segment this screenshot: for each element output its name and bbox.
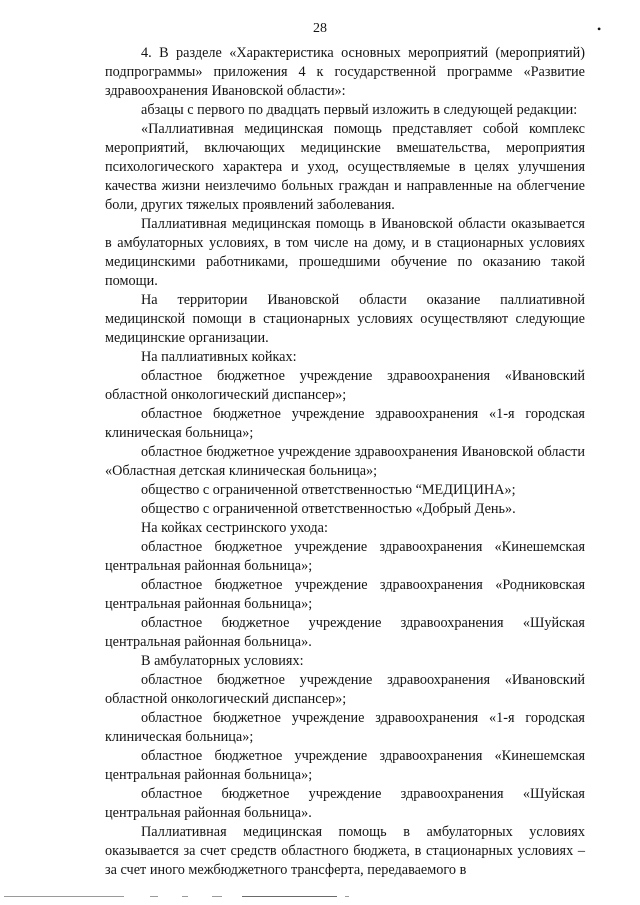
paragraph-definition: «Паллиативная медицинская помощь представляет собой комплекс мероприятий, включающих медицинские вмешательства, мероприятия психологического характера и уход, осуществляемые в целях улучшения качества жизни неизлечимо больных граждан и направленные на облегчение боли, других тяжелых проявлений заболевания. <box>105 121 585 213</box>
paragraph-organizations-intro: На территории Ивановской области оказание паллиативной медицинской помощи в стационарных условиях осуществляют следующие медицинские организации. <box>105 292 585 346</box>
list-item: областное бюджетное учреждение здравоохранения «Кинешемская центральная районная больница»; <box>105 748 585 783</box>
list-item: областное бюджетное учреждение здравоохранения «Ивановский областной онкологический диспансер»; <box>105 672 585 707</box>
scan-artifact <box>0 894 640 900</box>
list-item: общество с ограниченной ответственностью “МЕДИЦИНА»; <box>141 482 516 498</box>
document-body <box>105 44 585 880</box>
list-heading-palliative-beds: На паллиативных койках: <box>141 349 297 365</box>
list-item: областное бюджетное учреждение здравоохранения Ивановской области «Областная детская клиническая больница»; <box>105 444 585 479</box>
paragraph-section-4: 4. В разделе «Характеристика основных мероприятий (мероприятий) подпрограммы» приложения 4 к государственной программе «Развитие здравоохранения Ивановской области»: <box>105 45 585 99</box>
list-heading-outpatient: В амбулаторных условиях: <box>141 653 304 669</box>
list-item: областное бюджетное учреждение здравоохранения «Шуйская центральная районная больница». <box>105 615 585 650</box>
corner-mark: • <box>597 22 602 36</box>
list-item: областное бюджетное учреждение здравоохранения «1-я городская клиническая больница»; <box>105 710 585 745</box>
paragraph-funding: Паллиативная медицинская помощь в амбулаторных условиях оказывается за счет средств областного бюджета, в стационарных условиях – за счет иного межбюджетного трансферта, передаваемого в <box>105 824 585 878</box>
list-item: общество с ограниченной ответственностью «Добрый День». <box>141 501 516 517</box>
list-item: областное бюджетное учреждение здравоохранения «Ивановский областной онкологический диспансер»; <box>105 368 585 403</box>
paragraph-edit-instruction: абзацы с первого по двадцать первый изложить в следующей редакции: <box>141 102 578 118</box>
page-number: 28 <box>313 21 327 36</box>
list-item: областное бюджетное учреждение здравоохранения «Кинешемская центральная районная больница»; <box>105 539 585 574</box>
list-item: областное бюджетное учреждение здравоохранения «Родниковская центральная районная больница»; <box>105 577 585 612</box>
list-item: областное бюджетное учреждение здравоохранения «Шуйская центральная районная больница». <box>105 786 585 821</box>
list-heading-nursing-beds: На койках сестринского ухода: <box>141 520 328 536</box>
list-item: областное бюджетное учреждение здравоохранения «1-я городская клиническая больница»; <box>105 406 585 441</box>
paragraph-provision: Паллиативная медицинская помощь в Ивановской области оказывается в амбулаторных условиях, в том числе на дому, и в стационарных условиях медицинскими работниками, прошедшими обучение по оказанию такой помощи. <box>105 216 585 289</box>
